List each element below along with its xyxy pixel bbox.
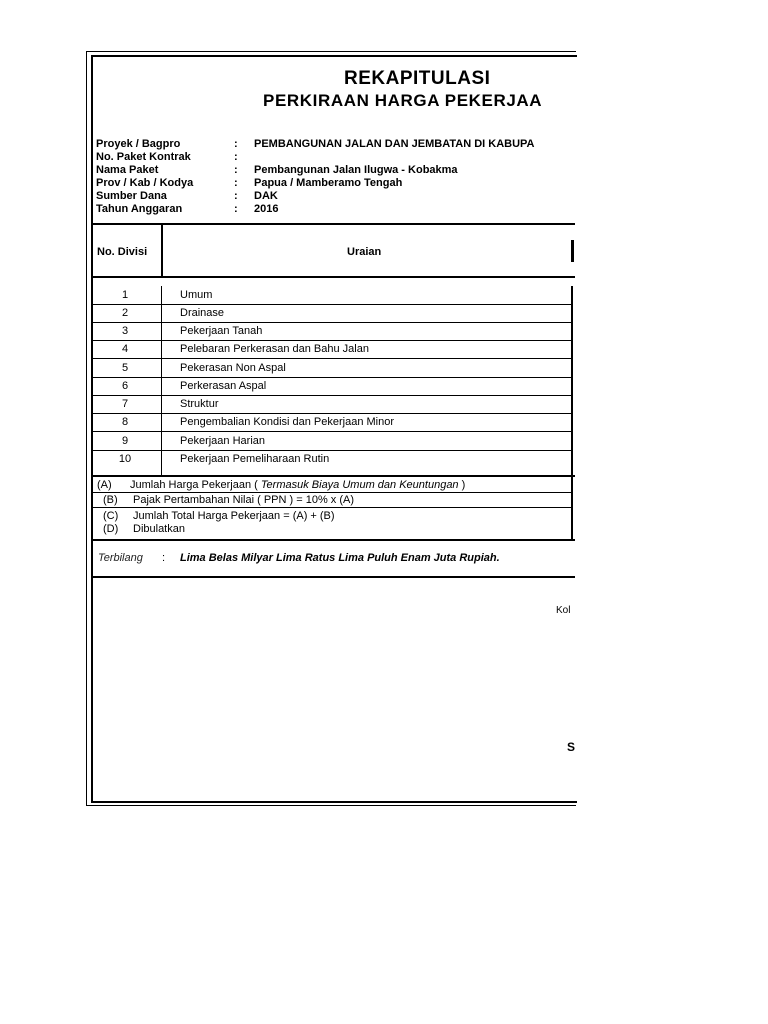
row-number: 6 [121, 380, 129, 392]
info-label-sumber-dana: Sumber Dana [96, 190, 167, 202]
row-line [91, 413, 573, 414]
info-colon: : [234, 164, 238, 176]
row-line [91, 322, 573, 323]
summary-label-a [130, 479, 465, 491]
row-uraian: Pelebaran Perkerasan dan Bahu Jalan [180, 343, 369, 355]
row-number: 5 [121, 362, 129, 374]
row-uraian: Pekerjaan Tanah [180, 325, 263, 337]
summary-line [91, 492, 573, 493]
row-uraian: Pekerjaan Harian [180, 435, 265, 447]
row-uraian: Struktur [180, 398, 219, 410]
table-body-bottom [91, 475, 575, 477]
column-header-uraian: Uraian [347, 246, 382, 258]
summary-code-c: (C) [103, 510, 119, 522]
page-subtitle: PERKIRAAN HARGA PEKERJAA [263, 91, 543, 110]
summary-label-c: Jumlah Total Harga Pekerjaan = (A) + (B) [133, 510, 335, 522]
summary-italic-a: Termasuk Biaya Umum dan Keuntungan [260, 479, 459, 491]
summary-code-b: (B) [103, 494, 118, 506]
row-number: 7 [121, 398, 129, 410]
info-value-proyek: PEMBANGUNAN JALAN DAN JEMBATAN DI KABUPA [254, 138, 535, 150]
summary-code-d: (D) [103, 523, 119, 535]
summary-line [91, 507, 573, 508]
row-number: 2 [121, 307, 129, 319]
terbilang-colon: : [162, 552, 166, 564]
table-header-right-edge [571, 240, 574, 262]
row-number: 1 [121, 289, 129, 301]
table-col-divider [161, 286, 162, 476]
signature-name: S [567, 740, 576, 754]
column-header-no-divisi: No. Divisi [97, 246, 148, 258]
row-uraian: Drainase [180, 307, 225, 319]
terbilang-bottom-border [91, 576, 575, 578]
info-value-sumber-dana: DAK [254, 190, 278, 202]
info-value-prov: Papua / Mamberamo Tengah [254, 177, 403, 189]
info-colon: : [234, 203, 238, 215]
summary-code-a: (A) [97, 479, 112, 491]
page-title: REKAPITULASI [344, 68, 491, 89]
row-line [91, 340, 573, 341]
table-header-divider [161, 223, 163, 276]
row-line [91, 304, 573, 305]
summary-bottom-border [91, 539, 575, 541]
info-label-paket-kontrak: No. Paket Kontrak [96, 151, 191, 163]
row-line [91, 377, 573, 378]
info-value-nama-paket: Pembangunan Jalan Ilugwa - Kobakma [254, 164, 458, 176]
row-uraian: Pekerasan Non Aspal [180, 362, 286, 374]
row-uraian: Pekerjaan Pemeliharaan Rutin [180, 453, 330, 465]
row-line [91, 358, 573, 359]
info-colon: : [234, 151, 238, 163]
table-top-border [91, 223, 575, 225]
row-number: 9 [121, 435, 129, 447]
info-label-tahun: Tahun Anggaran [96, 203, 183, 215]
info-label-proyek: Proyek / Bagpro [96, 138, 181, 150]
row-uraian: Umum [180, 289, 213, 301]
terbilang-value: Lima Belas Milyar Lima Ratus Lima Puluh Enam Juta Rupiah. [180, 552, 500, 564]
row-line [91, 431, 573, 432]
summary-label-d: Dibulatkan [133, 523, 185, 535]
row-number: 4 [121, 343, 129, 355]
terbilang-label: Terbilang [98, 552, 143, 564]
info-colon: : [234, 138, 238, 150]
row-line [91, 450, 573, 451]
table-header-bottom [91, 276, 575, 278]
row-number: 3 [121, 325, 129, 337]
signature-place: Kol [556, 605, 571, 616]
row-number: 8 [121, 416, 129, 428]
row-line [91, 395, 573, 396]
row-uraian: Perkerasan Aspal [180, 380, 267, 392]
summary-close-a: ) [458, 479, 466, 491]
info-colon: : [234, 177, 238, 189]
summary-text-a: Jumlah Harga Pekerjaan ( [130, 479, 261, 491]
summary-label-b: Pajak Pertambahan Nilai ( PPN ) = 10% x (A) [133, 494, 355, 506]
row-uraian: Pengembalian Kondisi dan Pekerjaan Minor [180, 416, 395, 428]
info-colon: : [234, 190, 238, 202]
row-number: 10 [118, 453, 132, 465]
info-label-prov: Prov / Kab / Kodya [96, 177, 194, 189]
info-label-nama-paket: Nama Paket [96, 164, 159, 176]
info-value-tahun: 2016 [254, 203, 279, 215]
